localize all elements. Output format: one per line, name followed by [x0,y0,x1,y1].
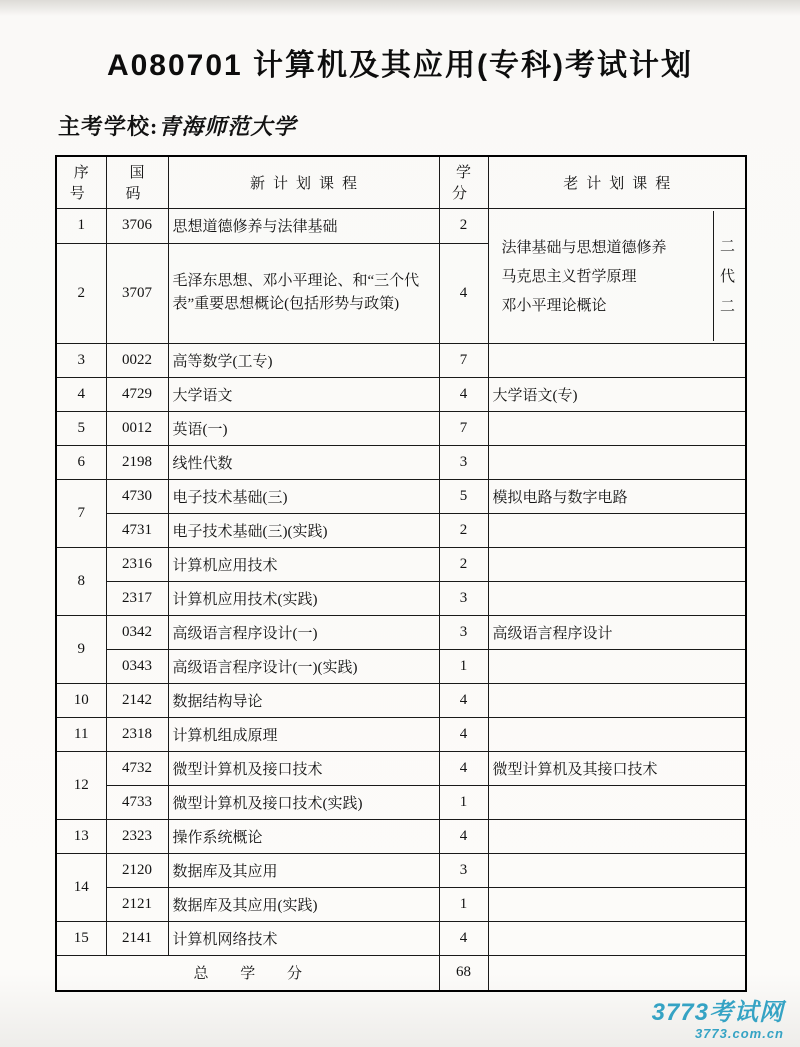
cell-old-course [488,717,746,751]
cell-old-course [488,343,746,377]
cell-seq-no: 3 [56,343,106,377]
cell-old-course [488,921,746,955]
old-course-line: 马克思主义哲学原理 [501,269,637,285]
cell-total-old [488,955,746,991]
total-row [56,955,746,991]
watermark-site-name: 3773考试网 [651,998,784,1026]
course-row [56,717,746,751]
cell-credits: 5 [439,479,488,513]
cell-new-course: 数据库及其应用 [168,853,439,887]
header-new-course: 新计划课程 [168,156,439,208]
cell-course-code: 2198 [106,445,168,479]
old-course-lines [493,211,714,341]
cell-old-course [488,581,746,615]
header-old-course: 老计划课程 [488,156,746,208]
cell-new-course: 毛泽东思想、邓小平理论、和“三个代表”重要思想概论(包括形势与政策) [168,243,439,343]
cell-credits: 4 [439,819,488,853]
cell-credits: 4 [439,243,488,343]
cell-course-code: 2141 [106,921,168,955]
course-row [56,615,746,649]
cell-course-code: 2318 [106,717,168,751]
course-row [56,785,746,819]
cell-credits: 4 [439,921,488,955]
cell-course-code: 2323 [106,819,168,853]
cell-old-course [488,683,746,717]
course-row [56,921,746,955]
cell-seq-no: 6 [56,445,106,479]
course-row [56,377,746,411]
cell-new-course: 操作系统概论 [168,819,439,853]
course-row [56,581,746,615]
course-row [56,683,746,717]
cell-credits: 4 [439,751,488,785]
cell-credits: 3 [439,853,488,887]
course-row [56,887,746,921]
cell-credits: 4 [439,717,488,751]
cell-seq-no: 9 [56,615,106,683]
old-course-group [493,211,742,341]
cell-seq-no: 10 [56,683,106,717]
cell-credits: 2 [439,513,488,547]
page-title: A080701 计算机及其应用(专科)考试计划 [106,49,694,82]
cell-seq-no: 8 [56,547,106,615]
cell-old-course [488,887,746,921]
cell-credits: 4 [439,683,488,717]
cell-credits: 3 [439,581,488,615]
cell-course-code: 2317 [106,581,168,615]
cell-new-course: 微型计算机及接口技术(实践) [168,785,439,819]
course-row [56,445,746,479]
course-row [56,479,746,513]
cell-new-course: 电子技术基础(三) [168,479,439,513]
cell-credits: 7 [439,411,488,445]
cell-seq-no: 15 [56,921,106,955]
cell-old-course [488,513,746,547]
header-seq-no: 序号 [56,156,106,208]
header-credits: 学分 [439,156,488,208]
course-row [56,208,746,243]
cell-credits: 1 [439,649,488,683]
cell-credits: 1 [439,887,488,921]
cell-course-code: 3706 [106,208,168,243]
cell-new-course: 思想道德修养与法律基础 [168,208,439,243]
cell-new-course: 英语(一) [168,411,439,445]
cell-course-code: 2120 [106,853,168,887]
course-row [56,853,746,887]
course-row [56,751,746,785]
cell-seq-no: 5 [56,411,106,445]
cell-new-course: 大学语文 [168,377,439,411]
cell-new-course: 计算机应用技术 [168,547,439,581]
cell-seq-no: 7 [56,479,106,547]
course-row [56,819,746,853]
cell-new-course: 高级语言程序设计(一) [168,615,439,649]
cell-new-course: 计算机组成原理 [168,717,439,751]
cell-old-course [488,411,746,445]
cell-seq-no: 12 [56,751,106,819]
cell-seq-no: 2 [56,243,106,343]
cell-credits: 2 [439,208,488,243]
watermark [652,1000,784,1041]
cell-old-course [488,819,746,853]
cell-seq-no: 4 [56,377,106,411]
examiner-school-name: 青海师范大学 [158,114,297,139]
cell-seq-no: 1 [56,208,106,243]
cell-new-course: 数据结构导论 [168,683,439,717]
cell-course-code: 2316 [106,547,168,581]
cell-course-code: 4733 [106,785,168,819]
cell-old-course [488,649,746,683]
course-row [56,343,746,377]
course-row [56,649,746,683]
cell-course-code: 2121 [106,887,168,921]
cell-course-code: 4732 [106,751,168,785]
replacement-note-char: 二 [719,299,735,315]
replacement-note-char: 代 [719,269,735,285]
course-row [56,411,746,445]
cell-course-code: 3707 [106,243,168,343]
cell-old-course [488,785,746,819]
course-row [56,547,746,581]
cell-course-code: 4731 [106,513,168,547]
cell-course-code: 0012 [106,411,168,445]
cell-old-course: 微型计算机及其接口技术 [488,751,746,785]
cell-seq-no: 14 [56,853,106,921]
replacement-note-char: 二 [719,239,735,255]
old-course-line: 邓小平理论概论 [501,298,607,314]
cell-old-course: 大学语文(专) [488,377,746,411]
cell-total-credits: 68 [439,955,488,991]
examiner-school-line [58,110,800,141]
cell-course-code: 0343 [106,649,168,683]
cell-total-label: 总 学 分 [56,955,439,991]
watermark-domain: 3773.com.cn [694,1026,784,1041]
exam-plan-table [55,155,747,992]
cell-old-course: 模拟电路与数字电路 [488,479,746,513]
cell-new-course: 线性代数 [168,445,439,479]
replacement-note [713,211,741,341]
cell-course-code: 4730 [106,479,168,513]
course-row [56,513,746,547]
cell-old-course-group [488,208,746,343]
cell-course-code: 4729 [106,377,168,411]
cell-new-course: 高级语言程序设计(一)(实践) [168,649,439,683]
cell-old-course [488,445,746,479]
cell-credits: 2 [439,547,488,581]
cell-credits: 7 [439,343,488,377]
cell-credits: 1 [439,785,488,819]
cell-new-course: 电子技术基础(三)(实践) [168,513,439,547]
old-course-line: 法律基础与思想道德修养 [501,240,667,256]
cell-course-code: 0022 [106,343,168,377]
header-row [56,156,746,208]
cell-course-code: 2142 [106,683,168,717]
cell-seq-no: 11 [56,717,106,751]
cell-credits: 3 [439,615,488,649]
examiner-school-label: 主考学校: [58,114,159,139]
cell-new-course: 数据库及其应用(实践) [168,887,439,921]
cell-new-course: 微型计算机及接口技术 [168,751,439,785]
cell-old-course: 高级语言程序设计 [488,615,746,649]
cell-new-course: 计算机应用技术(实践) [168,581,439,615]
cell-course-code: 0342 [106,615,168,649]
cell-old-course [488,547,746,581]
cell-old-course [488,853,746,887]
cell-new-course: 高等数学(工专) [168,343,439,377]
cell-seq-no: 13 [56,819,106,853]
cell-credits: 4 [439,377,488,411]
header-course-code: 国码 [106,156,168,208]
cell-credits: 3 [439,445,488,479]
cell-new-course: 计算机网络技术 [168,921,439,955]
